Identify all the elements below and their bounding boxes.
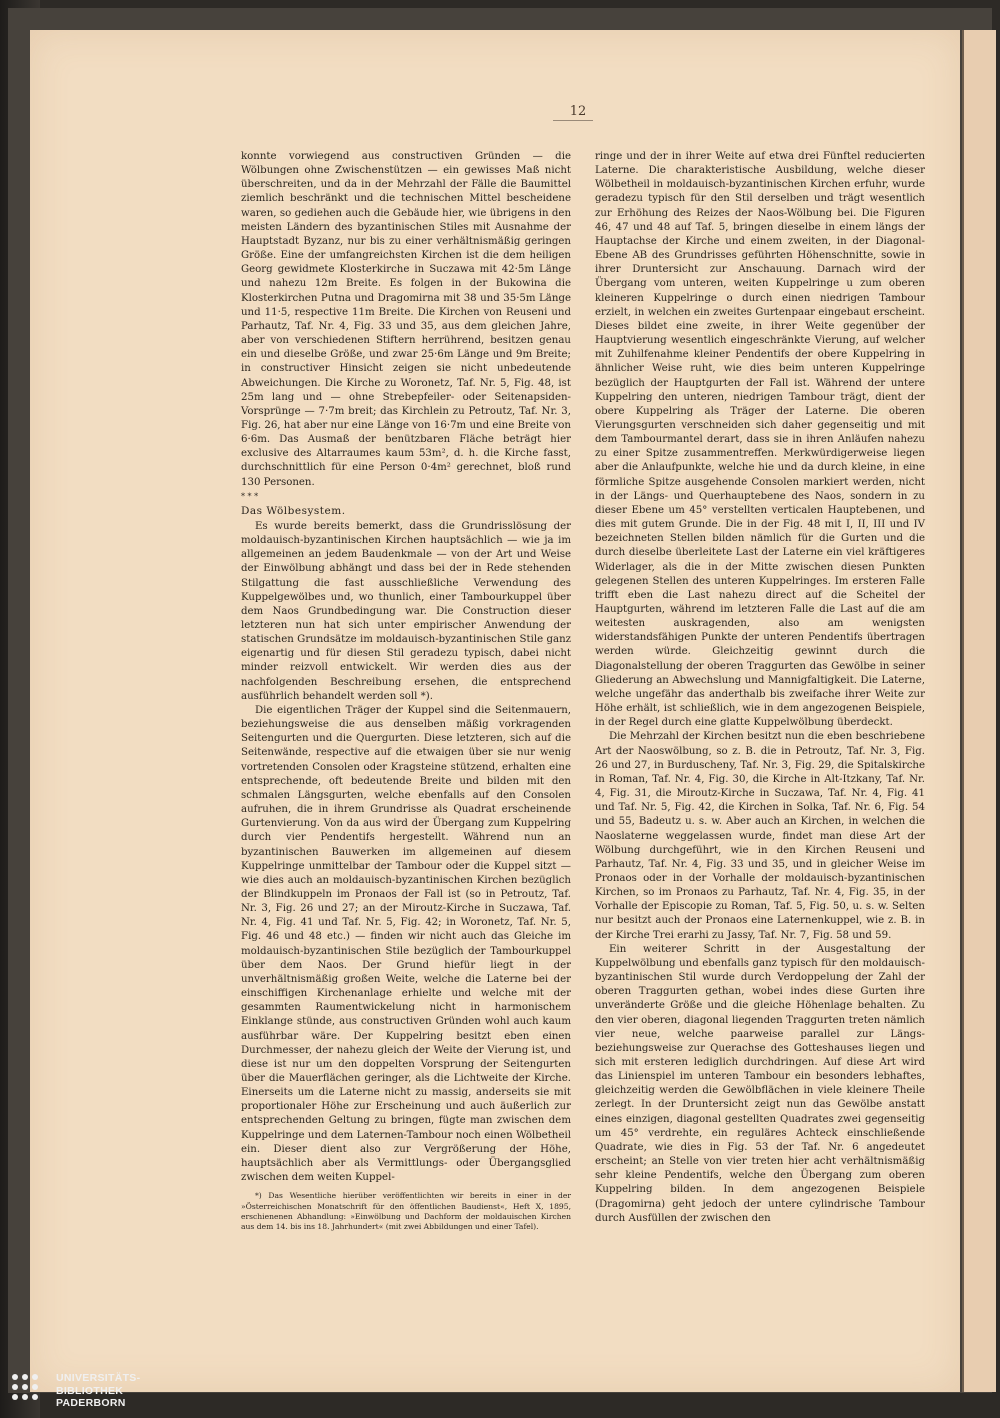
next-page-edge	[962, 30, 996, 1392]
paragraph: konnte vorwiegend aus constructiven Gründen — die Wölbungen ohne Zwischenstützen — ein gewisses Maß nicht überschreiten, und da in der Mehrzahl der Fälle die Baumittel ziemlich beschränkt und die technischen Mittel bescheidene waren, so gediehen auch die Gebäude hier, wie übrigens in den meisten Ländern des byzantinischen Stiles mit Ausnahme der Hauptstadt Byzanz, nur bis zu einer verhältnismäßig geringen Größe. Eine der umfangreichsten Kirchen ist die dem heiligen Georg gewidmete Klosterkirche in Suczawa mit 42·5m Länge und nahezu 12m Breite. Es folgen in der Bukowina die Klosterkirchen Putna und Dragomirna mit 38 und 35·5m Länge und 11·5, respective 11m Breite. Die Kirchen von Reuseni und Parhautz, Taf. Nr. 4, Fig. 33 und 35, aus dem gleichen Jahre, aber von verschiedenen Stiftern herrührend, besitzen genau ein und dieselbe Größe, und zwar 25·6m Länge und 9m Breite; in constructiver Hinsicht zeigen sie nicht unbedeutende Abweichungen. Die Kirche zu Woronetz, Taf. Nr. 5, Fig. 48, ist 25m lang und — ohne Strebepfeiler- oder Seitenapsiden-Vorsprünge — 7·7m breit; das Kirchlein zu Petroutz, Taf. Nr. 3, Fig. 26, hat aber nur eine Länge von 16·7m und eine Breite von 6·6m. Das Ausmaß der benützbaren Fläche beträgt hier exclusive des Altarraumes kaum 53m², d. h. die Kirche fasst, durchschnittlich für eine Person 0·4m² gerechnet, bloß rund 130 Personen.	[241, 151, 571, 488]
right-column	[595, 150, 925, 1226]
footnote: *) Das Wesentliche hierüber veröffentlichten wir bereits in einer in der »Österreichischen Monatschrift für den öffentlichen Baudienst«, Heft X, 1895, erschienenen Abhandlung: »Einwölbung und Dachform der moldauischen Kirchen aus dem 14. bis ins 18. Jahrhundert« (mit zwei Abbildungen und einer Tafel).	[241, 1191, 571, 1232]
logo-line: BIBLIOTHEK	[56, 1384, 124, 1397]
paragraph: Die eigentlichen Träger der Kuppel sind die Seitenmauern, beziehungsweise die aus denselben mäßig vorkragenden Seitengurten und die Quergurten. Diese letzteren, sich auf die Seitenwände, respective auf die etwaigen über sie nur wenig vortretenden Consolen oder Kragsteine stützend, erhalten eine entsprechende, oft bedeutende Breite und bilden mit den schmalen Längsgurten, welche ebenfalls auf den Consolen aufruhen, die in ihrem Grundrisse als Quadrat erscheinende Gurtenvierung. Von da aus wird der Übergang zum Kuppelring durch vier Pendentifs hergestellt. Während nun an byzantinischen Bauwerken im allgemeinen auf diesem Kuppelringe unmittelbar der Tambour oder die Kuppel sitzt — wie dies auch an moldauisch-byzantinischen Kirchen bezüglich der Blindkuppeln im Pronaos der Fall ist (so in Petroutz, Taf. Nr. 3, Fig. 26 und 27; an der Miroutz-Kirche in Suczawa, Taf. Nr. 4, Fig. 41 und Taf. Nr. 5, Fig. 42; in Woronetz, Taf. Nr. 5, Fig. 46 und 48 etc.) — finden wir nicht auch das Gleiche im moldauisch-byzantinischen Stile bezüglich der Tambourkuppel über dem Naos. Der Grund hiefür liegt in der unverhältnismäßig großen Weite, welche die Laterne bei der einschiffigen Kirchenanlage erhielte und welche mit der gesammten Raumentwickelung nicht in harmonischem Einklange stünde, aus constructiven Gründen wohl auch kaum ausführbar wäre. Der Kuppelring besitzt eben einen Durchmesser, der nahezu gleich der Weite der Vierung ist, und diese ist nur um den doppelten Vorsprung der Seitengurten über die Mauerflächen geringer, als die Lichtweite der Kirche. Einerseits um die Laterne nicht zu massig, anderseits sie mit proportionaler Höhe zur Erscheinung und auch äußerlich zur entsprechenden Geltung zu bringen, fügte man zwischen dem Kuppelringe und dem Laternen-Tambour noch einen Wölbetheil ein. Dieser dient also zur Vergrößerung der Höhe, hauptsächlich aber als Vermittlungs- oder Übergangsglied zwischen dem weiten Kuppel-	[241, 704, 571, 1184]
page-number: 12	[569, 104, 587, 119]
paragraph: Die Mehrzahl der Kirchen besitzt nun die eben beschriebene Art der Naoswölbung, so z. B. die in Petroutz, Taf. Nr. 3, Fig. 26 und 27, in Burduscheny, Taf. Nr. 3, Fig. 29, die Spitalskirche in Roman, Taf. Nr. 4, Fig. 30, die Kirche in Alt-Itzkany, Taf. Nr. 4, Fig. 31, die Miroutz-Kirche in Suczawa, Taf. Nr. 4, Fig. 41 und Taf. Nr. 5, Fig. 42, die Kirchen in Solka, Taf. Nr. 6, Fig. 54 und 55, Badeutz u. s. w. Aber auch an Kirchen, in welchen die Naoslaterne weggelassen wurde, findet man diese Art der Wölbung durchgeführt, wie in den Kirchen Reuseni und Parhautz, Taf. Nr. 4, Fig. 33 und 35, und in gleicher Weise im Pronaos oder in der Vorhalle der moldauisch-byzantinischen Kirchen, so im Pronaos zu Parhautz, Taf. Nr. 4, Fig. 35, in der Vorhalle der Episcopie zu Roman, Taf. 5, Fig. 50, u. s. w. Selten nur besitzt auch der Pronaos eine Laternenkuppel, wie z. B. in der Kirche Trei erarhi zu Jassy, Taf. Nr. 7, Fig. 58 und 59.	[595, 731, 925, 941]
library-logo-text	[56, 1372, 140, 1410]
logo-line: PADERBORN	[56, 1397, 126, 1409]
paragraph: Es wurde bereits bemerkt, dass die Grundrisslösung der moldauisch-byzantinischen Kirchen hauptsächlich — wie ja im allgemeinen an jedem Baudenkmale — von der Art und Weise der Einwölbung abhängt und dass bei der in Rede stehenden Stilgattung die fast ausschließliche Verwendung des Kuppelgewölbes und, wo thunlich, einer Tambourkuppel über dem Naos Grundbedingung war. Die Construction dieser letzteren nun hat sich unter empirischer Anwendung der statischen Grundsätze im moldauisch-byzantinischen Stile ganz eigenartig und für diesen Stil geradezu typisch, dabei nicht minder reizvoll entwickelt. Wir werden dies aus der nachfolgenden Beschreibung ersehen, die entsprechend ausführlich behandelt werden soll *).	[241, 520, 571, 702]
section-divider-stars: * * *	[241, 491, 259, 501]
page-number-rule	[553, 120, 593, 121]
paragraph: Ein weiterer Schritt in der Ausgestaltung der Kuppelwölbung und ebenfalls ganz typisch für den moldauisch-byzantinischen Stil wurde durch Verdoppelung der Zahl der oberen Traggurten gethan, wobei indes diese Gurten ihre unveränderte Größe und die gleiche Höhenlage behalten. Zu den vier oberen, diagonal liegenden Traggurten treten nämlich vier neue, welche paarweise parallel zur Längs- beziehungsweise zur Querachse des Gotteshauses liegen und sich mit ersteren lediglich durchdringen. Auf diese Art wird das Linienspiel im unteren Tambour ein besonders lebhaftes, gleichzeitig werden die Gewölbflächen in viele kleinere Theile zerlegt. In der Druntersicht zeigt nun das Gewölbe anstatt eines einzigen, diagonal gestellten Quadrates zwei gegenseitig um 45° verdrehte, ein reguläres Achteck einschließende Quadrate, wie dies in Fig. 53 der Taf. Nr. 6 angedeutet erscheint; an Stelle von vier treten hier acht verhältnismäßig sehr kleine Pendentifs, welche den Übergang zum oberen Kuppelring bilden. In dem angezogenen Beispiele (Dragomirna) geht jedoch der untere cylindrische Tambour durch Ausfüllen der zwischen den	[595, 943, 925, 1224]
paragraph: ringe und der in ihrer Weite auf etwa drei Fünftel reducierten Laterne. Die charakteristische Ausbildung, welche dieser Wölbetheil in moldauisch-byzantinischen Kirchen erfuhr, wurde geradezu typisch für den Stil derselben und trägt wesentlich zur Erhöhung des Reizes der Naos-Wölbung bei. Die Figuren 46, 47 und 48 auf Taf. 5, bringen dieselbe in einem längs der Hauptachse der Kirche und einem zweiten, in der Diagonal-Ebene AB des Grundrisses geführten Höhenschnitte, sowie in ihrer Druntersicht zur Anschauung. Darnach wird der Übergang vom unteren, weiten Kuppelringe u zum oberen kleineren Kuppelringe o durch einen niedrigen Tambour erzielt, in welchen ein zweites Gurtenpaar eingebaut erscheint. Dieses bildet eine zweite, in ihrer Weite gegenüber der Hauptvierung wesentlich eingeschränkte Vierung, auf welcher mit Zuhilfenahme kleiner Pendentifs der obere Kuppelring in ähnlicher Weise ruht, wie dies beim unteren Kuppelringe bezüglich der Hauptgurten der Fall ist. Während der untere Kuppelring den unteren, niedrigen Tambour trägt, dient der obere Kuppelring als Träger der Laterne. Die oberen Vierungsgurten verschneiden sich daher gegenseitig und mit dem Tambourmantel derart, dass sie in ihren Anläufen nahezu zu einer Spitze zusammentreffen. Merkwürdigerweise liegen aber die Anlaufpunkte, welche hie und da durch kleine, in eine förmliche Spitze ausgehende Consolen markiert werden, nicht in der Längs- und Querhauptebene des Naos, sondern in zu dieser Ebene um 45° verstellten verticalen Hauptebenen, und dies mit gutem Grunde. Die in der Fig. 48 mit I, II, III und IV bezeichneten Stellen bilden nämlich für die Gurten und die durch dieselbe überleitete Last der Laterne ein viel kräftigeres Widerlager, als die in der Mitte zwischen diesen Punkten gelegenen Stellen des unteren Kuppelringes. Im ersteren Falle trifft eben die Last nahezu direct auf die Scheitel der Hauptgurten, während im letzteren Falle die Last auf die am weitesten auskragenden, also am wenigsten widerstandsfähigen Punkte der unteren Pendentifs übertragen werden würde. Gleichzeitig gewinnt durch die Diagonalstellung der oberen Traggurten das Gewölbe in seiner Gliederung an Abwechslung und Mannigfaltigkeit. Die Laterne, welche ungefähr das anderthalb bis zweifache ihrer Weite zur Höhe erhält, ist schließlich, wie in dem angezogenen Beispiele, in der Regel durch eine glatte Kuppelwölbung überdeckt.	[595, 151, 925, 729]
left-column	[241, 150, 571, 1233]
logo-line: UNIVERSITÄTS-	[56, 1372, 141, 1384]
section-heading: Das Wölbesystem.	[241, 504, 346, 517]
library-logo-icon	[12, 1374, 48, 1410]
library-logo	[12, 1372, 192, 1412]
